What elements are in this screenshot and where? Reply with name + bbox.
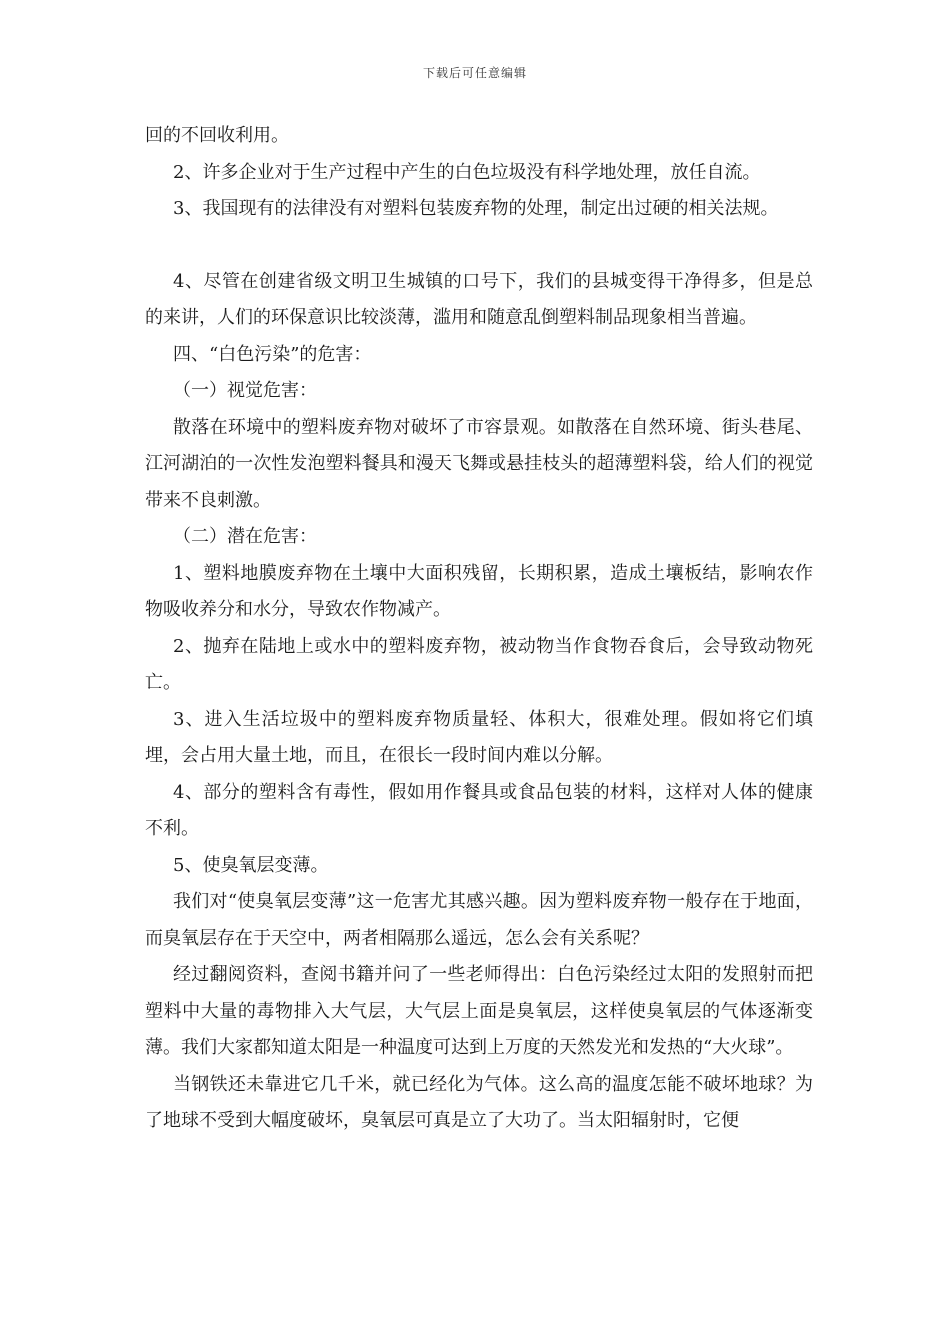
paragraph: 回的不回收利用。: [145, 125, 289, 146]
paragraph: 散落在环境中的塑料废弃物对破坏了市容景观。如散落在自然环境、街头巷尾、江河湖泊的一次性发泡塑料餐具和漫天飞舞或悬挂枝头的超薄塑料袋，给人们的视觉带来不良刺激。: [145, 416, 813, 511]
subsection-heading: （一）视觉危害：: [173, 380, 317, 401]
paragraph: 经过翻阅资料，查阅书籍并问了一些老师得出：白色污染经过太阳的发照射而把塑料中大量的毒物排入大气层，大气层上面是臭氧层，这样使臭氧层的气体逐渐变薄。我们大家都知道太阳是一种温度可达到上万度的天然发光和发热的“大火球”。: [145, 964, 813, 1058]
page-header: 下载后可任意编辑: [422, 66, 527, 80]
paragraph: 3、我国现有的法律没有对塑料包装废弃物的处理，制定出过硬的相关法规。: [173, 198, 779, 219]
paragraph: 2、抛弃在陆地上或水中的塑料废弃物，被动物当作食物吞食后，会导致动物死亡。: [145, 635, 813, 693]
paragraph: 4、尽管在创建省级文明卫生城镇的口号下，我们的县城变得干净得多，但是总的来讲，人们的环保意识比较淡薄，滥用和随意乱倒塑料制品现象相当普遍。: [145, 270, 813, 328]
paragraph: 1、塑料地膜废弃物在土壤中大面积残留，长期积累，造成土壤板结，影响农作物吸收养分和水分，导致农作物减产。: [145, 562, 813, 620]
paragraph: 4、部分的塑料含有毒性，假如用作餐具或食品包装的材料，这样对人体的健康不利。: [145, 781, 813, 839]
section-heading: 四、“白色污染”的危害：: [173, 343, 372, 365]
paragraph: 2、许多企业对于生产过程中产生的白色垃圾没有科学地处理，放任自流。: [173, 161, 761, 183]
paragraph: 3、进入生活垃圾中的塑料废弃物质量轻、体积大，很难处理。假如将它们填埋，会占用大量土地，而且，在很长一段时间内难以分解。: [145, 708, 813, 766]
paragraph: 当钢铁还未靠进它几千米，就已经化为气体。这么高的温度怎能不破坏地球？为了地球不受到大幅度破坏，臭氧层可真是立了大功了。当太阳辐射时，它便: [145, 1073, 813, 1131]
paragraph: 5、使臭氧层变薄。: [173, 854, 329, 876]
paragraph-gap: [145, 228, 813, 264]
subsection-heading: （二）潜在危害：: [173, 526, 317, 547]
document-body: [145, 118, 813, 1140]
paragraph: 我们对“使臭氧层变薄”这一危害尤其感兴趣。因为塑料废弃物一般存在于地面，而臭氧层存在于天空中，两者相隔那么遥远，怎么会有关系呢？: [145, 891, 813, 949]
